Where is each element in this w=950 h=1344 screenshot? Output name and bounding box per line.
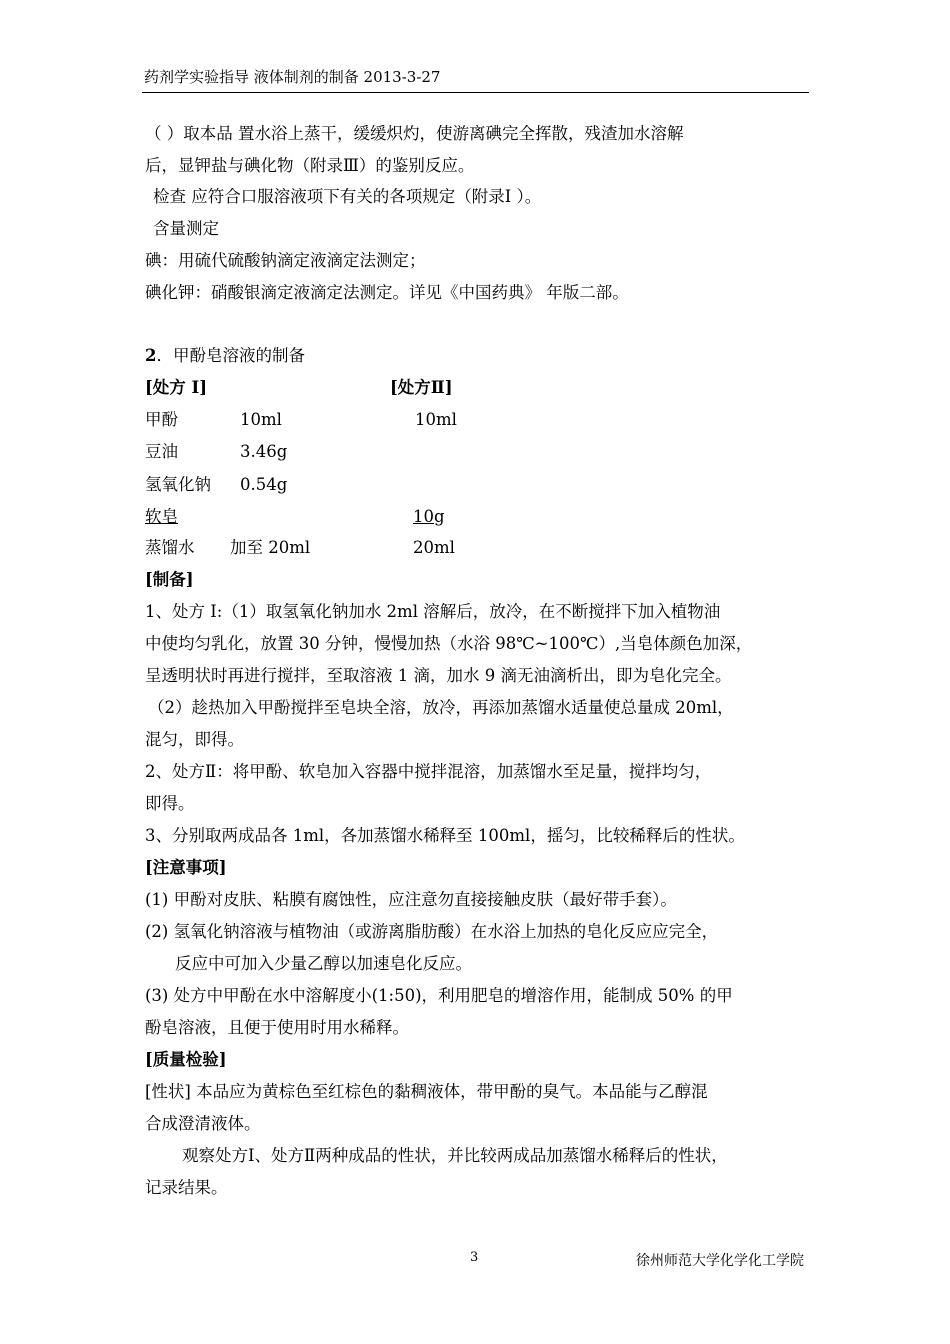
text-line: 碘化钾：硝酸银滴定液滴定法测定。详见《中国药典》 年版二部。 (145, 283, 629, 302)
note-line: (3) 处方中甲酚在水中溶解度小(1:50)，利用肥皂的增溶作用，能制成 50% 的甲 (145, 986, 733, 1005)
ingredient-value-1: 加至 20ml (230, 538, 311, 557)
ingredient-value-1: 0.54g (240, 475, 288, 494)
footer-organization: 徐州师范大学化学化工学院 (636, 1253, 804, 1269)
qc-label: [质量检验] (145, 1050, 227, 1069)
ingredient-name-underlined: 软皂 (145, 507, 178, 526)
prep-line: 1、处方 I:（1）取氢氧化钠加水 2ml 溶解后，放冷，在不断搅拌下加入植物油 (145, 602, 721, 621)
text-line: 后，显钾盐与碘化物（附录Ⅲ）的鉴别反应。 (145, 156, 475, 175)
note-line: (2) 氢氧化钠溶液与植物油（或游离脂肪酸）在水浴上加热的皂化反应应完全， (145, 922, 719, 941)
ingredient-value-1: 10ml (240, 410, 282, 429)
notes-label: [注意事项] (145, 858, 227, 877)
text-line: 碘：用硫代硫酸钠滴定液滴定法测定； (145, 251, 426, 270)
qc-line: [性状] 本品应为黄棕色至红棕色的黏稠液体，带甲酚的臭气。本品能与乙醇混 (145, 1082, 708, 1101)
section-number: 2 (145, 346, 157, 365)
section-title (145, 348, 305, 365)
prep-line: 3、分别取两成品各 1ml，各加蒸馏水稀释至 100ml，摇匀，比较稀释后的性状。 (145, 826, 745, 845)
prep-line: 即得。 (145, 794, 195, 813)
ingredient-value-2: 20ml (413, 538, 455, 557)
ingredient-name: 蒸馏水 (145, 538, 195, 557)
ingredient-name: 豆油 (145, 442, 178, 461)
note-line: 反应中可加入少量乙醇以加速皂化反应。 (175, 954, 472, 973)
text-line: 含量测定 (153, 219, 219, 238)
ingredient-value-2: 10g (413, 507, 445, 526)
ingredient-value-1: 3.46g (240, 442, 288, 461)
rx1-label: [处方 I] (145, 378, 208, 397)
qc-line: 观察处方Ⅰ、处方Ⅱ两种成品的性状，并比较两成品加蒸馏水稀释后的性状， (182, 1146, 728, 1165)
prep-label: [制备] (145, 570, 194, 589)
rx2-label: [处方Ⅱ] (390, 378, 453, 397)
prep-line: 呈透明状时再进行搅拌，至取溶液 1 滴，加水 9 滴无油滴析出，即为皂化完全。 (145, 666, 732, 685)
note-line: (1) 甲酚对皮肤、粘膜有腐蚀性，应注意勿直接接触皮肤（最好带手套）。 (145, 890, 677, 909)
prep-line: 2、处方Ⅱ：将甲酚、软皂加入容器中搅拌混溶，加蒸馏水至足量，搅拌均匀， (145, 762, 712, 781)
qc-line: 合成澄清液体。 (145, 1114, 261, 1133)
prep-line: 混匀，即得。 (145, 730, 244, 749)
text-line: （ ）取本品 置水浴上蒸干，缓缓炽灼，使游离碘完全挥散，残渣加水溶解 (145, 124, 684, 143)
ingredient-name: 甲酚 (145, 410, 178, 429)
page-header: 药剂学实验指导 液体制剂的制备 2013-3-27 (144, 68, 441, 86)
header-rule (142, 92, 809, 93)
text-line: 检查 应符合口服溶液项下有关的各项规定（附录Ⅰ ）。 (153, 187, 542, 206)
note-line: 酚皂溶液，且便于使用时用水稀释。 (145, 1018, 409, 1037)
ingredient-value-2: 10ml (415, 410, 457, 429)
prep-line: （2）趁热加入甲酚搅拌至皂块全溶，放冷，再添加蒸馏水适量使总量成 20ml， (148, 698, 734, 717)
prep-line: 中使均匀乳化，放置 30 分钟，慢慢加热（水浴 98℃~100℃）,当皂体颜色加深， (145, 634, 753, 653)
ingredient-name: 氢氧化钠 (145, 475, 211, 494)
section-title-text: ．甲酚皂溶液的制备 (156, 346, 305, 365)
qc-line: 记录结果。 (145, 1178, 228, 1197)
page-number: 3 (470, 1250, 479, 1265)
